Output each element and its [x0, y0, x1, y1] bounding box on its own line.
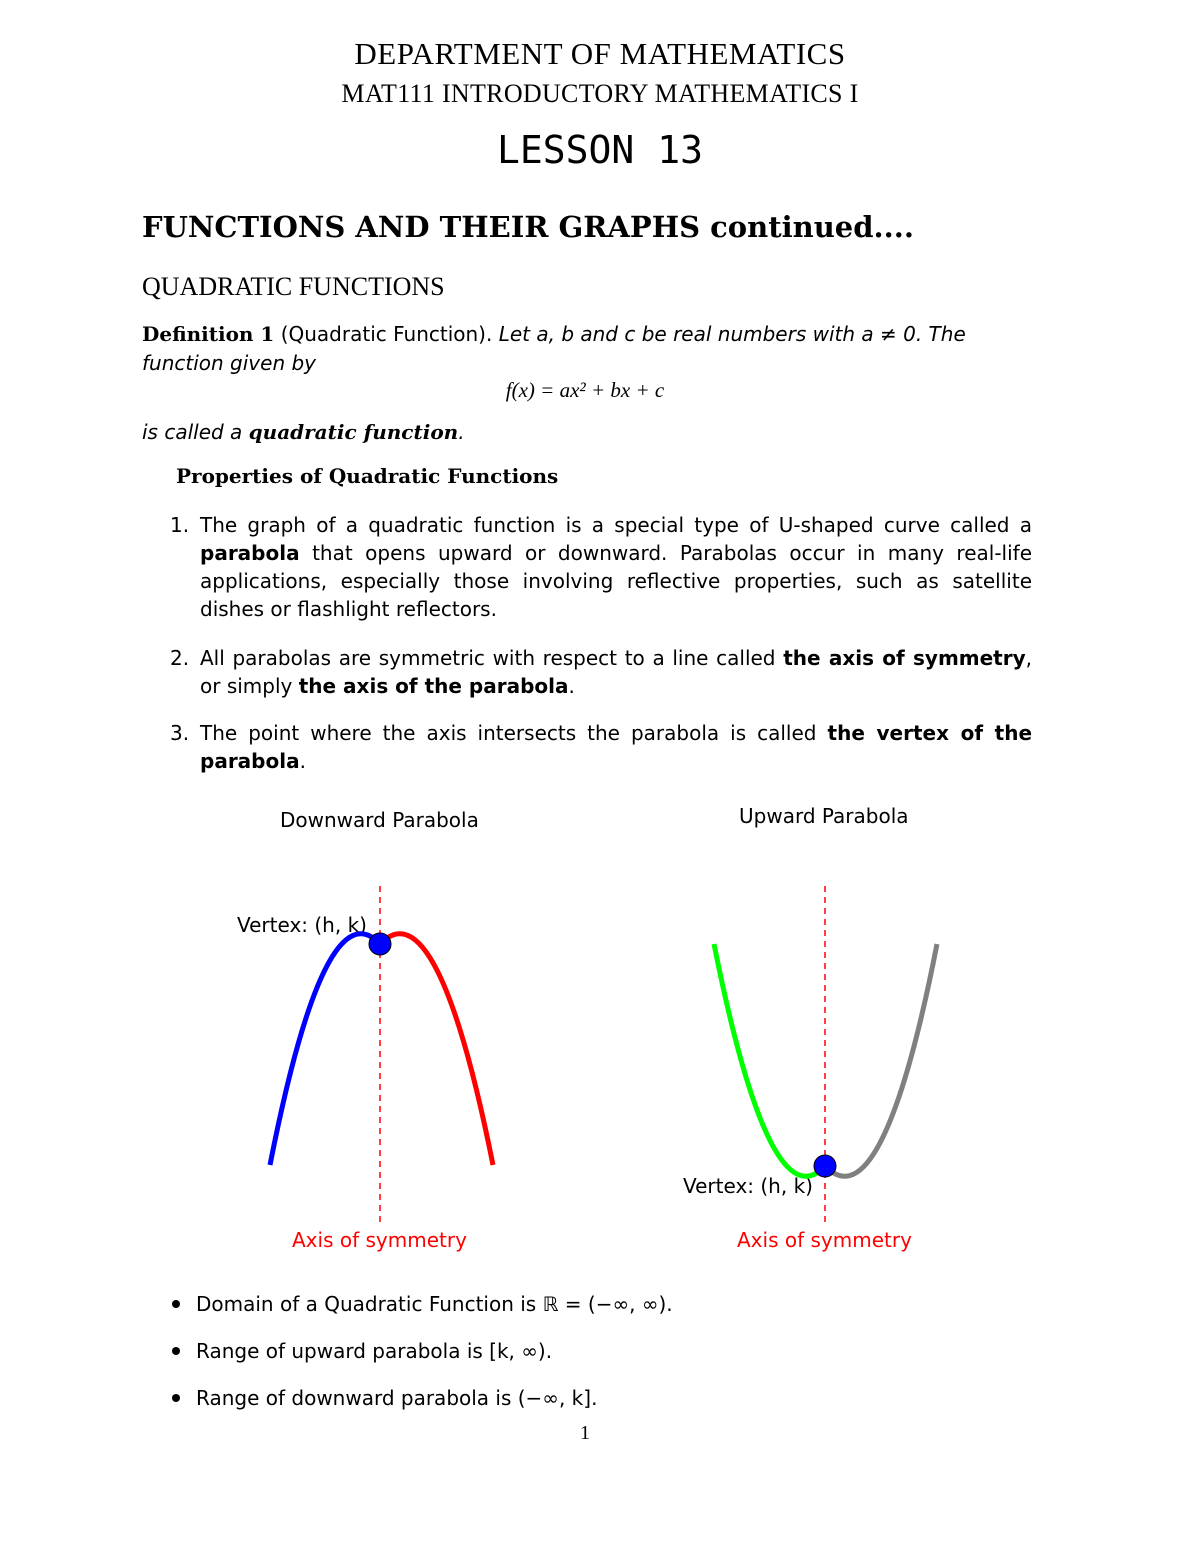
- bullet-dot-icon: [172, 1347, 180, 1355]
- property-text: All parabolas are symmetric with respect to a line called: [200, 646, 776, 670]
- upward-parabola-title: Upward Parabola: [739, 804, 909, 828]
- upward-graph: [714, 886, 937, 1226]
- definition-formula: f(x) = ax² + bx + c: [505, 378, 665, 402]
- page-number: 1: [580, 1422, 590, 1444]
- bullet-range-downward: [172, 1386, 597, 1410]
- definition-label: Definition 1: [142, 322, 275, 346]
- property-bold-term: the axis of symmetry: [783, 646, 1026, 670]
- bullet-domain: [172, 1292, 673, 1316]
- department-title: DEPARTMENT OF MATHEMATICS: [354, 36, 846, 71]
- property-number: 1.: [170, 513, 190, 537]
- bullet-text: Range of upward parabola is [k, ∞).: [196, 1339, 553, 1363]
- property-bold-term-2: the axis of the parabola: [298, 674, 569, 698]
- downward-right-branch: [380, 934, 493, 1165]
- downward-parabola-title: Downward Parabola: [280, 808, 479, 832]
- bullet-text: Range of downward parabola is (−∞, k].: [196, 1386, 598, 1410]
- definition-line-2: function given by: [142, 351, 317, 375]
- property-bold-term: the vertex of the parabola: [200, 721, 1033, 773]
- property-text: The point where the axis intersects the parabola is called: [200, 721, 817, 745]
- definition-paren: (Quadratic Function).: [280, 322, 493, 346]
- property-number: 2.: [170, 646, 190, 670]
- bullet-dot-icon: [172, 1394, 180, 1402]
- property-text: The graph of a quadratic function is a special type of U-shaped curve called a: [200, 513, 1032, 537]
- property-bold-term: parabola: [200, 541, 300, 565]
- closing-pre: is called a: [142, 420, 243, 444]
- closing-post: .: [458, 420, 465, 444]
- upward-vertex-point: [814, 1155, 836, 1177]
- downward-axis-label: Axis of symmetry: [292, 1228, 467, 1252]
- upward-left-branch: [714, 944, 825, 1176]
- upward-vertex-label: Vertex: (h, k): [683, 1174, 813, 1198]
- upward-right-branch: [825, 944, 937, 1176]
- bullet-range-upward: [172, 1339, 552, 1363]
- course-title: MAT111 INTRODUCTORY MATHEMATICS I: [341, 79, 859, 108]
- property-text-post: that opens upward or downward. Parabolas occur in many real-life applications, especially those involving reflective properties, such as satellite dishes or flashlight reflectors.: [200, 541, 1033, 621]
- section-title: FUNCTIONS AND THEIR GRAPHS continued....: [142, 210, 914, 244]
- property-text-post: .: [299, 749, 306, 773]
- property-text-post: .: [568, 674, 575, 698]
- downward-left-branch: [270, 934, 380, 1165]
- downward-graph: [270, 886, 493, 1226]
- downward-vertex-point: [369, 933, 391, 955]
- properties-title: Properties of Quadratic Functions: [176, 464, 559, 488]
- bullet-dot-icon: [172, 1300, 180, 1308]
- downward-vertex-label: Vertex: (h, k): [237, 913, 367, 937]
- closing-term: quadratic function: [248, 420, 459, 444]
- lesson-title: LESSON 13: [497, 128, 703, 172]
- property-number: 3.: [170, 721, 190, 745]
- definition-text-1: Let a, b and c be real numbers with a ≠ 0. The: [498, 322, 966, 346]
- property-text-mid: , or simply: [200, 646, 1033, 698]
- bullet-text: Domain of a Quadratic Function is ℝ = (−∞, ∞).: [196, 1292, 673, 1316]
- section-subtitle: QUADRATIC FUNCTIONS: [142, 272, 445, 301]
- upward-axis-label: Axis of symmetry: [737, 1228, 912, 1252]
